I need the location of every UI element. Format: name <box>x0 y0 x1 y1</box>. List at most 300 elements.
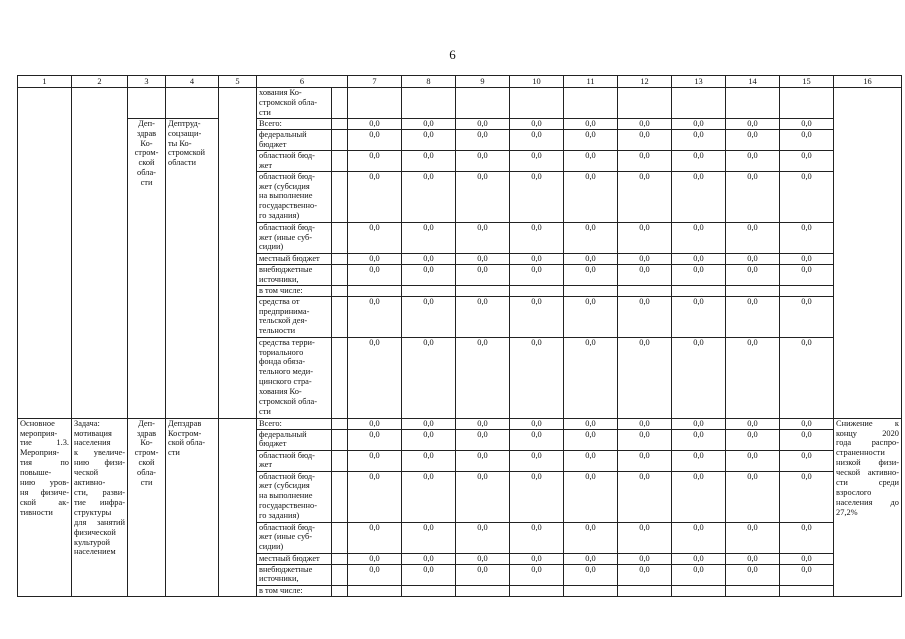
cell-spacer <box>332 285 348 296</box>
text-line: жет (субсидия <box>259 181 310 191</box>
text-line: ской обла- <box>168 438 206 448</box>
value-cell: 0,0 <box>510 553 564 564</box>
value-cell: 0,0 <box>456 118 510 129</box>
value-cell: 0,0 <box>510 171 564 222</box>
value-cell: 0,0 <box>726 296 780 337</box>
value-cell: 0,0 <box>510 564 564 585</box>
source-label <box>257 118 332 129</box>
text-line: сти, разви- <box>74 487 125 497</box>
value-cell: 0,0 <box>456 418 510 429</box>
cell-measure-continued <box>18 88 72 419</box>
source-label <box>257 150 332 171</box>
table-row <box>18 418 902 429</box>
budget-table <box>17 75 902 597</box>
value-cell: 0,0 <box>456 264 510 285</box>
value-cell: 0,0 <box>780 564 834 585</box>
value-cell: 0,0 <box>510 150 564 171</box>
text-line: ня физиче- <box>20 487 69 497</box>
value-cell: 0,0 <box>672 564 726 585</box>
text-line: средства от <box>259 296 300 306</box>
text-line: местный бюджет <box>259 253 320 263</box>
value-cell: 0,0 <box>348 129 402 150</box>
cell-spacer <box>332 253 348 264</box>
text-line: на выполнение <box>259 191 313 201</box>
text-line: мероприя- <box>20 428 58 438</box>
text-line: Депздрав <box>168 418 202 428</box>
table-row <box>18 88 902 119</box>
source-label <box>257 553 332 564</box>
value-cell <box>348 585 402 596</box>
value-cell: 0,0 <box>348 553 402 564</box>
text-line: ской <box>138 158 155 168</box>
value-cell: 0,0 <box>402 429 456 450</box>
value-cell: 0,0 <box>618 471 672 522</box>
text-line: здрав <box>136 428 157 438</box>
text-line: хования Ко- <box>259 387 302 397</box>
value-cell: 0,0 <box>402 337 456 418</box>
value-cell: 0,0 <box>618 253 672 264</box>
text-line: областной бюд- <box>259 522 315 532</box>
text-line: концу 2020 <box>836 428 899 438</box>
value-cell: 0,0 <box>726 253 780 264</box>
value-cell: 0,0 <box>348 471 402 522</box>
value-cell: 0,0 <box>402 171 456 222</box>
value-cell: 0,0 <box>618 450 672 471</box>
value-cell: 0,0 <box>780 553 834 564</box>
value-cell: 0,0 <box>564 418 618 429</box>
value-cell: 0,0 <box>564 222 618 253</box>
text-line: 27,2% <box>836 507 858 517</box>
value-cell <box>618 88 672 119</box>
text-line: ской ак- <box>20 497 69 507</box>
text-line: областной бюд- <box>259 150 315 160</box>
value-cell: 0,0 <box>618 564 672 585</box>
value-cell: 0,0 <box>456 337 510 418</box>
text-line: хования Ко- <box>259 88 302 97</box>
text-line: ческой активно- <box>836 468 899 478</box>
text-line: жет <box>259 160 273 170</box>
value-cell: 0,0 <box>402 418 456 429</box>
header-cell-10: 10 <box>510 76 564 88</box>
source-label <box>257 222 332 253</box>
value-cell: 0,0 <box>456 222 510 253</box>
source-label <box>257 337 332 418</box>
value-cell: 0,0 <box>510 253 564 264</box>
value-cell <box>348 88 402 119</box>
text-line: соцзащи- <box>168 128 202 138</box>
text-line: Костром- <box>168 428 202 438</box>
text-line: населением <box>74 547 116 557</box>
executor-full <box>166 418 219 596</box>
value-cell <box>348 285 402 296</box>
value-cell: 0,0 <box>402 264 456 285</box>
value-cell <box>456 285 510 296</box>
value-cell: 0,0 <box>402 150 456 171</box>
header-cell-16: 16 <box>834 76 902 88</box>
text-line: низкой физи- <box>836 458 899 468</box>
text-line: на выполнение <box>259 491 313 501</box>
value-cell: 0,0 <box>456 429 510 450</box>
text-line: культурой <box>74 537 111 547</box>
source-label <box>257 296 332 337</box>
text-line: стром- <box>134 448 159 458</box>
value-cell: 0,0 <box>348 564 402 585</box>
value-cell: 0,0 <box>348 171 402 222</box>
text-line: населения <box>74 438 111 448</box>
value-cell: 0,0 <box>618 129 672 150</box>
header-cell-9: 9 <box>456 76 510 88</box>
value-cell: 0,0 <box>672 418 726 429</box>
text-line: го задания) <box>259 511 300 521</box>
value-cell: 0,0 <box>348 150 402 171</box>
header-cell-3: 3 <box>128 76 166 88</box>
text-line: федеральный <box>259 129 307 139</box>
text-line: жет <box>259 460 273 470</box>
text-line: федеральный <box>259 429 307 439</box>
value-cell: 0,0 <box>618 337 672 418</box>
header-row <box>18 76 902 88</box>
text-line: го задания) <box>259 211 300 221</box>
text-line: областной бюд- <box>259 222 315 232</box>
value-cell: 0,0 <box>726 118 780 129</box>
value-cell: 0,0 <box>780 522 834 553</box>
value-cell <box>780 88 834 119</box>
text-line: источники, <box>259 574 299 584</box>
value-cell: 0,0 <box>348 418 402 429</box>
header-cell-5: 5 <box>219 76 257 88</box>
value-cell: 0,0 <box>672 429 726 450</box>
text-line: тельного меди- <box>259 367 313 377</box>
value-cell: 0,0 <box>726 418 780 429</box>
value-cell <box>456 585 510 596</box>
value-cell: 0,0 <box>780 418 834 429</box>
source-label <box>257 253 332 264</box>
source-label <box>257 88 332 119</box>
value-cell: 0,0 <box>564 564 618 585</box>
source-label <box>257 129 332 150</box>
value-cell: 0,0 <box>726 564 780 585</box>
cell-spacer <box>332 522 348 553</box>
cell-exec-short <box>128 88 166 119</box>
cell-spacer <box>332 337 348 418</box>
cell-spacer <box>332 418 348 429</box>
cell-col5 <box>219 418 257 596</box>
header-cell-13: 13 <box>672 76 726 88</box>
value-cell: 0,0 <box>672 171 726 222</box>
cell-col5 <box>219 88 257 419</box>
text-line: источники, <box>259 274 299 284</box>
text-line: фонда обяза- <box>259 357 306 367</box>
value-cell: 0,0 <box>348 296 402 337</box>
text-line: тивности <box>20 507 53 517</box>
value-cell: 0,0 <box>402 450 456 471</box>
source-label <box>257 171 332 222</box>
text-line: ческой <box>74 468 99 478</box>
value-cell <box>510 585 564 596</box>
value-cell: 0,0 <box>564 337 618 418</box>
value-cell: 0,0 <box>780 471 834 522</box>
text-line: средства терри- <box>259 337 315 347</box>
text-line: физической <box>74 527 116 537</box>
value-cell: 0,0 <box>348 450 402 471</box>
text-line: нию физи- <box>74 458 125 468</box>
text-line: Ко- <box>140 438 153 448</box>
cell-spacer <box>332 429 348 450</box>
text-line: активно- <box>74 478 106 488</box>
value-cell <box>672 88 726 119</box>
cell-spacer <box>332 564 348 585</box>
value-cell: 0,0 <box>510 337 564 418</box>
header-cell-14: 14 <box>726 76 780 88</box>
text-line: Задача: <box>74 418 100 428</box>
value-cell: 0,0 <box>456 296 510 337</box>
value-cell: 0,0 <box>402 471 456 522</box>
text-line: областной бюд- <box>259 450 315 460</box>
measure-name <box>18 418 72 596</box>
value-cell <box>726 285 780 296</box>
value-cell: 0,0 <box>726 150 780 171</box>
text-line: Всего: <box>259 418 282 428</box>
text-line: Мероприя- <box>20 448 60 458</box>
value-cell <box>780 585 834 596</box>
value-cell: 0,0 <box>510 450 564 471</box>
value-cell: 0,0 <box>726 522 780 553</box>
text-line: сти <box>259 406 271 416</box>
value-cell: 0,0 <box>672 471 726 522</box>
text-line: ториального <box>259 347 304 357</box>
value-cell: 0,0 <box>348 429 402 450</box>
value-cell: 0,0 <box>780 222 834 253</box>
value-cell: 0,0 <box>672 522 726 553</box>
value-cell: 0,0 <box>780 150 834 171</box>
text-line: населения до <box>836 497 899 507</box>
text-line: обла- <box>137 168 156 178</box>
source-label <box>257 418 332 429</box>
value-cell: 0,0 <box>510 264 564 285</box>
value-cell <box>510 285 564 296</box>
value-cell <box>618 585 672 596</box>
value-cell: 0,0 <box>456 150 510 171</box>
header-cell-15: 15 <box>780 76 834 88</box>
value-cell: 0,0 <box>456 522 510 553</box>
value-cell: 0,0 <box>510 418 564 429</box>
value-cell: 0,0 <box>780 450 834 471</box>
header-cell-8: 8 <box>402 76 456 88</box>
value-cell: 0,0 <box>564 522 618 553</box>
value-cell: 0,0 <box>672 337 726 418</box>
value-cell: 0,0 <box>564 429 618 450</box>
value-cell: 0,0 <box>348 118 402 129</box>
text-line: повыше- <box>20 468 52 478</box>
value-cell: 0,0 <box>672 118 726 129</box>
value-cell: 0,0 <box>726 222 780 253</box>
cell-spacer <box>332 585 348 596</box>
text-line: Деп- <box>138 118 155 128</box>
value-cell: 0,0 <box>348 522 402 553</box>
value-cell: 0,0 <box>402 296 456 337</box>
text-line: тельской дея- <box>259 316 308 326</box>
cell-exec-full <box>166 88 219 119</box>
value-cell: 0,0 <box>564 471 618 522</box>
value-cell: 0,0 <box>672 253 726 264</box>
value-cell: 0,0 <box>348 253 402 264</box>
text-line: нию уров- <box>20 478 69 488</box>
value-cell: 0,0 <box>672 553 726 564</box>
text-line: бюджет <box>259 439 287 449</box>
value-cell: 0,0 <box>456 553 510 564</box>
value-cell <box>402 88 456 119</box>
expected-result <box>834 418 902 596</box>
value-cell: 0,0 <box>726 264 780 285</box>
value-cell <box>672 585 726 596</box>
text-line: местный бюджет <box>259 553 320 563</box>
text-line: взрослого <box>836 487 872 497</box>
value-cell: 0,0 <box>456 129 510 150</box>
text-line: стром- <box>134 148 159 158</box>
text-line: в том числе: <box>259 285 303 295</box>
value-cell: 0,0 <box>618 118 672 129</box>
value-cell: 0,0 <box>618 296 672 337</box>
value-cell <box>726 585 780 596</box>
text-line: Деп- <box>138 418 155 428</box>
source-label <box>257 522 332 553</box>
value-cell: 0,0 <box>672 150 726 171</box>
source-label <box>257 585 332 596</box>
header-cell-6: 6 <box>257 76 348 88</box>
value-cell: 0,0 <box>780 264 834 285</box>
cell-spacer <box>332 450 348 471</box>
value-cell: 0,0 <box>618 222 672 253</box>
value-cell: 0,0 <box>510 522 564 553</box>
value-cell: 0,0 <box>348 337 402 418</box>
page-number: 6 <box>449 47 456 62</box>
value-cell: 0,0 <box>618 522 672 553</box>
cell-spacer <box>332 129 348 150</box>
value-cell: 0,0 <box>780 337 834 418</box>
value-cell: 0,0 <box>456 564 510 585</box>
value-cell: 0,0 <box>564 450 618 471</box>
text-line: Ко- <box>140 138 153 148</box>
value-cell: 0,0 <box>510 471 564 522</box>
text-line: стромской <box>168 148 206 158</box>
task-text <box>72 418 128 596</box>
value-cell <box>456 88 510 119</box>
text-line: в том числе: <box>259 585 303 595</box>
header-cell-2: 2 <box>72 76 128 88</box>
value-cell: 0,0 <box>672 264 726 285</box>
value-cell: 0,0 <box>780 118 834 129</box>
value-cell: 0,0 <box>780 129 834 150</box>
value-cell <box>780 285 834 296</box>
value-cell: 0,0 <box>618 171 672 222</box>
value-cell: 0,0 <box>618 150 672 171</box>
text-line: сти <box>140 478 153 488</box>
value-cell: 0,0 <box>564 253 618 264</box>
table-row <box>18 118 902 129</box>
value-cell: 0,0 <box>564 553 618 564</box>
value-cell <box>726 88 780 119</box>
cell-spacer <box>332 471 348 522</box>
text-line: Всего: <box>259 118 282 128</box>
executor-short <box>128 418 166 596</box>
text-line: тие инфра- <box>74 497 125 507</box>
text-line: к увеличе- <box>74 448 125 458</box>
value-cell: 0,0 <box>402 118 456 129</box>
header-cell-7: 7 <box>348 76 402 88</box>
text-line: областной бюд- <box>259 471 315 481</box>
value-cell: 0,0 <box>726 171 780 222</box>
value-cell: 0,0 <box>780 171 834 222</box>
text-line: года распро- <box>836 438 899 448</box>
text-line: тие 1.3. <box>20 438 69 448</box>
text-line: мотивация <box>74 428 112 438</box>
value-cell <box>402 285 456 296</box>
text-line: сти <box>259 107 271 117</box>
text-line: ты Ко- <box>168 138 192 148</box>
text-line: сти <box>140 178 153 188</box>
text-line: государственно- <box>259 501 317 511</box>
value-cell: 0,0 <box>780 296 834 337</box>
value-cell: 0,0 <box>618 553 672 564</box>
value-cell <box>618 285 672 296</box>
value-cell: 0,0 <box>510 129 564 150</box>
value-cell: 0,0 <box>618 418 672 429</box>
value-cell: 0,0 <box>402 522 456 553</box>
text-line: сти среди <box>836 478 899 488</box>
value-cell <box>564 88 618 119</box>
text-line: предпринима- <box>259 306 310 316</box>
header-cell-11: 11 <box>564 76 618 88</box>
text-line: внебюджетные <box>259 264 313 274</box>
value-cell: 0,0 <box>672 296 726 337</box>
value-cell: 0,0 <box>780 253 834 264</box>
text-line: сти <box>168 448 180 458</box>
header-cell-1: 1 <box>18 76 72 88</box>
value-cell: 0,0 <box>726 337 780 418</box>
text-line: Дептруд- <box>168 118 201 128</box>
value-cell: 0,0 <box>564 150 618 171</box>
value-cell: 0,0 <box>618 429 672 450</box>
cell-spacer <box>332 296 348 337</box>
value-cell: 0,0 <box>564 171 618 222</box>
value-cell: 0,0 <box>456 450 510 471</box>
source-label <box>257 264 332 285</box>
cell-spacer <box>332 150 348 171</box>
text-line: сидии) <box>259 242 284 252</box>
value-cell: 0,0 <box>726 471 780 522</box>
value-cell: 0,0 <box>564 129 618 150</box>
header-cell-12: 12 <box>618 76 672 88</box>
source-label <box>257 429 332 450</box>
value-cell: 0,0 <box>402 553 456 564</box>
value-cell <box>672 285 726 296</box>
value-cell: 0,0 <box>618 264 672 285</box>
value-cell: 0,0 <box>564 264 618 285</box>
source-label <box>257 564 332 585</box>
text-line: стромской обла- <box>259 397 318 407</box>
value-cell: 0,0 <box>672 129 726 150</box>
text-line: стромской обла- <box>259 97 318 107</box>
text-line: ской <box>138 458 155 468</box>
cell-spacer <box>332 264 348 285</box>
source-label <box>257 285 332 296</box>
cell-spacer <box>332 222 348 253</box>
cell-spacer <box>332 553 348 564</box>
text-line: бюджет <box>259 139 287 149</box>
value-cell: 0,0 <box>510 296 564 337</box>
executor-short <box>128 118 166 418</box>
value-cell: 0,0 <box>456 253 510 264</box>
